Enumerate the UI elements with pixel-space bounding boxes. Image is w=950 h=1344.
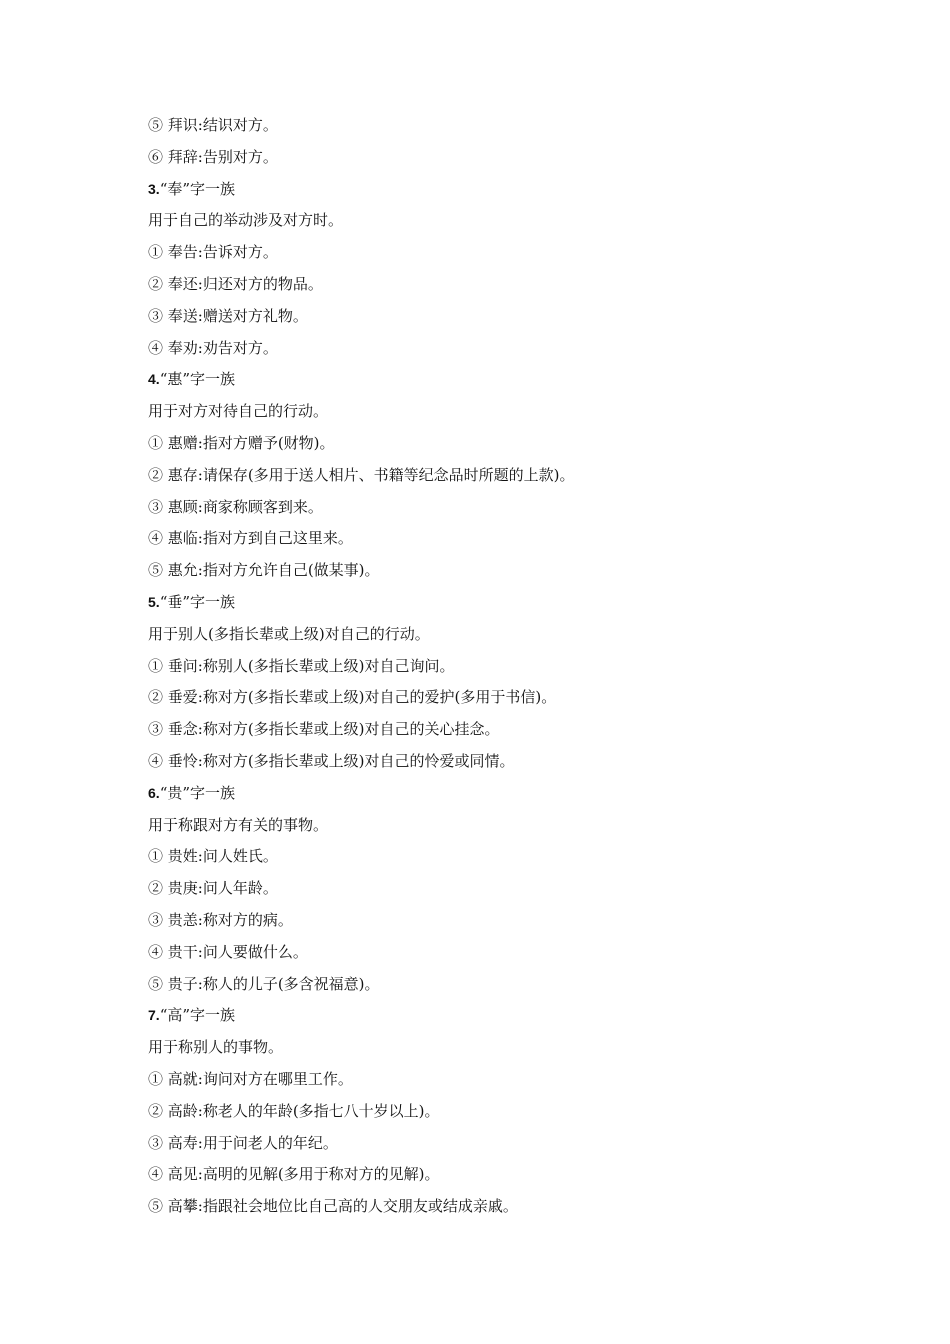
- list-item: ③ 高寿:用于问老人的年纪。: [148, 1133, 338, 1152]
- section-description: 用于称跟对方有关的事物。: [148, 815, 329, 834]
- section-title: “高”字一族: [159, 1006, 236, 1025]
- list-item: ⑤ 贵子:称人的儿子(多含祝福意)。: [148, 974, 380, 993]
- list-item: ⑤ 高攀:指跟社会地位比自己高的人交朋友或结成亲戚。: [148, 1197, 518, 1216]
- list-item: ① 奉告:告诉对方。: [148, 243, 278, 262]
- list-item: ③ 贵恙:称对方的病。: [148, 910, 293, 929]
- section-heading: [148, 364, 908, 396]
- list-item: ③ 惠顾:商家称顾客到来。: [148, 497, 323, 516]
- list-item: ⑥ 拜辞:告别对方。: [148, 147, 278, 166]
- section-number: 7.: [148, 1007, 160, 1024]
- list-item: ② 惠存:请保存(多用于送人相片、书籍等纪念品时所题的上款)。: [148, 465, 575, 484]
- list-item: ③ 垂念:称对方(多指长辈或上级)对自己的关心挂念。: [148, 720, 500, 739]
- list-item: ① 垂问:称别人(多指长辈或上级)对自己询问。: [148, 656, 455, 675]
- section-title: “贵”字一族: [159, 783, 236, 802]
- list-item: ② 贵庚:问人年龄。: [148, 879, 278, 898]
- section-number: 6.: [148, 784, 160, 801]
- list-item: ⑤ 惠允:指对方允许自己(做某事)。: [148, 561, 380, 580]
- section-number: 3.: [148, 180, 160, 197]
- list-item: ② 高龄:称老人的年龄(多指七八十岁以上)。: [148, 1101, 440, 1120]
- list-item: ② 奉还:归还对方的物品。: [148, 274, 323, 293]
- section-heading: [148, 174, 908, 206]
- section-heading: [148, 1000, 908, 1032]
- section-title: “惠”字一族: [159, 370, 236, 389]
- list-item: ④ 高见:高明的见解(多用于称对方的见解)。: [148, 1165, 440, 1184]
- section-description: 用于对方对待自己的行动。: [148, 402, 329, 421]
- section-heading: [148, 778, 908, 810]
- section-heading: [148, 587, 908, 619]
- section-number: 5.: [148, 593, 160, 610]
- list-item: ④ 贵干:问人要做什么。: [148, 942, 308, 961]
- section-title: “垂”字一族: [159, 592, 236, 611]
- list-item: ① 贵姓:问人姓氏。: [148, 847, 278, 866]
- section-number: 4.: [148, 371, 160, 388]
- list-item: ③ 奉送:赠送对方礼物。: [148, 306, 308, 325]
- list-item: ④ 惠临:指对方到自己这里来。: [148, 529, 353, 548]
- section-description: 用于别人(多指长辈或上级)对自己的行动。: [148, 624, 430, 643]
- list-item: ② 垂爱:称对方(多指长辈或上级)对自己的爱护(多用于书信)。: [148, 688, 557, 707]
- list-item: ① 高就:询问对方在哪里工作。: [148, 1069, 353, 1088]
- list-item: ④ 奉劝:劝告对方。: [148, 338, 278, 357]
- list-item: ① 惠赠:指对方赠予(财物)。: [148, 433, 335, 452]
- document-page: [148, 110, 908, 1223]
- section-description: 用于称别人的事物。: [148, 1038, 284, 1057]
- section-description: 用于自己的举动涉及对方时。: [148, 211, 344, 230]
- list-item: ④ 垂怜:称对方(多指长辈或上级)对自己的怜爱或同情。: [148, 751, 515, 770]
- section-title: “奉”字一族: [159, 179, 236, 198]
- list-item: ⑤ 拜识:结识对方。: [148, 116, 278, 134]
